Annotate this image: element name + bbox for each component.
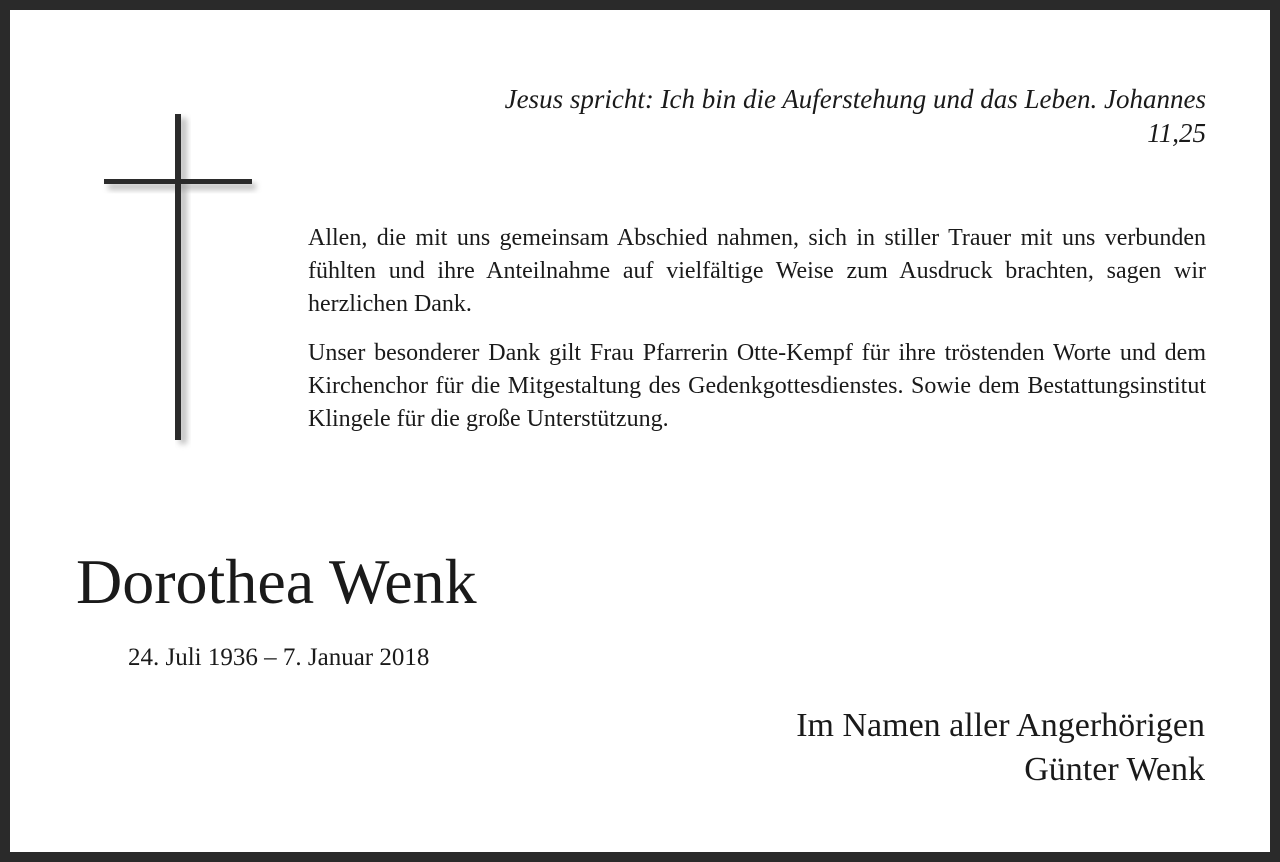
- signature-line-1: Im Namen aller Angerhörigen: [796, 707, 1205, 744]
- thank-you-paragraph-1: Allen, die mit uns gemeinsam Abschied nahmen, sich in stiller Trauer mit uns verbunden fühlten und ihre Anteilnahme auf vielfältige Weise zum Ausdruck brachten, sagen wir herzlichen Dank.: [308, 225, 1206, 317]
- life-dates: 24. Juli 1936 – 7. Januar 2018: [128, 644, 430, 671]
- signature-name: Günter Wenk: [1024, 751, 1205, 788]
- cross-icon-graphic: [90, 90, 280, 470]
- cross-icon: [90, 90, 280, 470]
- bible-quote: [330, 82, 1206, 150]
- obituary-card: [10, 10, 1270, 852]
- bible-quote-line-1: Jesus spricht: Ich bin die Auferstehung und das Leben. Johannes: [504, 84, 1206, 114]
- deceased-name: Dorothea Wenk: [76, 546, 477, 617]
- bible-quote-line-2: 11,25: [1147, 118, 1206, 148]
- thank-you-text: [308, 222, 1206, 452]
- thank-you-paragraph-2: Unser besonderer Dank gilt Frau Pfarrerin Otte-Kempf für ihre tröstenden Worte und dem Kirchenchor für die Mitgestaltung des Gedenkgottesdienstes. Sowie dem Bestattungsinstitut Klingele für die große Unterstützung.: [308, 340, 1206, 432]
- signature-block: [796, 704, 1205, 792]
